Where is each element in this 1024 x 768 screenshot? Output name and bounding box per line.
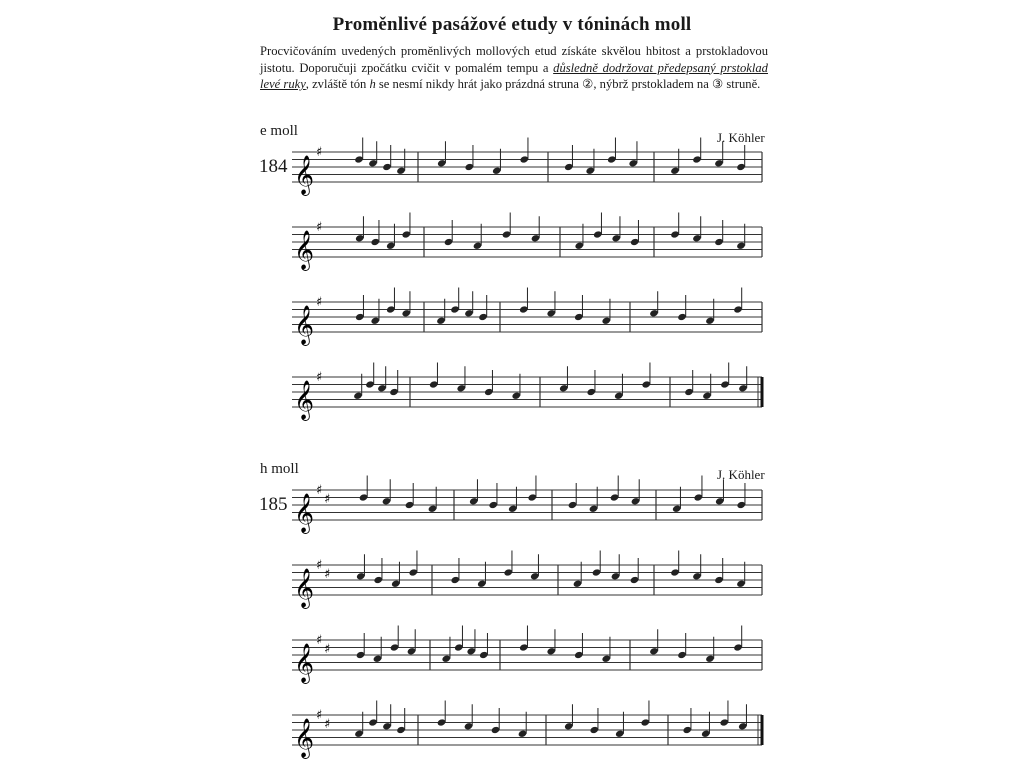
- sharp-icon: ♯: [316, 295, 323, 310]
- etude-185-composer: J. Köhler: [717, 467, 765, 482]
- sharp-icon: ♯: [316, 708, 323, 723]
- intro-text-1: Procvičováním uvedených proměnlivých mollových etud získáte skvělou hbitost a prstokladovou jistotu. Doporučuji zpočátku cvičit v pomalém tempu a: [260, 44, 768, 75]
- treble-clef-icon: 𝄞: [294, 493, 315, 533]
- sharp-icon: ♯: [324, 642, 331, 657]
- etude-185-key: h moll: [260, 461, 299, 477]
- page-title: Proměnlivé pasážové etudy v tóninách moll: [332, 14, 692, 35]
- intro-note-h: h: [369, 77, 376, 91]
- treble-clef-icon: 𝄞: [294, 380, 315, 420]
- intro-text-3: se nesmí nikdy hrát jako prázdná struna ②, nýbrž prstokladem na ③ struně.: [375, 77, 761, 91]
- sharp-icon: ♯: [316, 145, 323, 160]
- sharp-icon: ♯: [324, 492, 331, 507]
- intro-text-2: , zvláště tón: [305, 77, 370, 91]
- staff: [292, 565, 762, 595]
- treble-clef-icon: 𝄞: [294, 643, 315, 683]
- etude-184-composer: J. Köhler: [717, 130, 765, 145]
- etude-184-number: 184: [259, 156, 288, 177]
- staff: [292, 490, 762, 520]
- treble-clef-icon: 𝄞: [294, 155, 315, 195]
- intro-emphasis: důsledně dodržovat předepsaný prstoklad levé ruky: [260, 60, 768, 91]
- sharp-icon: ♯: [324, 717, 331, 732]
- sharp-icon: ♯: [316, 220, 323, 235]
- sharp-icon: ♯: [316, 483, 323, 498]
- treble-clef-icon: 𝄞: [294, 568, 315, 608]
- treble-clef-icon: 𝄞: [294, 230, 315, 270]
- etude-185-number: 185: [259, 494, 288, 515]
- sharp-icon: ♯: [316, 558, 323, 573]
- sharp-icon: ♯: [316, 370, 323, 385]
- sharp-icon: ♯: [324, 567, 331, 582]
- staff: [292, 227, 762, 257]
- sharp-icon: ♯: [316, 633, 323, 648]
- etude-184-key: e moll: [260, 123, 298, 139]
- treble-clef-icon: 𝄞: [294, 305, 315, 345]
- treble-clef-icon: 𝄞: [294, 718, 315, 758]
